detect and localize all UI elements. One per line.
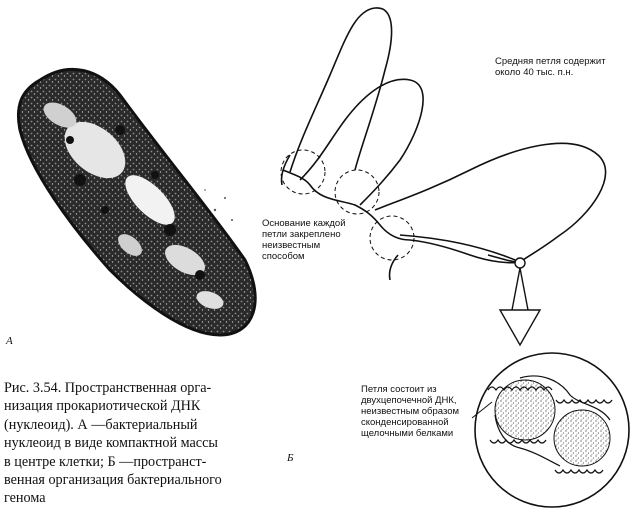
caption-line: генома: [4, 490, 46, 507]
panel-label-b: Б: [287, 452, 294, 464]
caption-line: нуклеоид в виде компактной массы: [4, 435, 218, 452]
caption-line: в центре клетки; Б —пространст-: [4, 453, 207, 470]
caption-line: низация прокариотической ДНК: [4, 398, 201, 415]
bacterial-cell-micrograph: [18, 69, 255, 335]
annotation-loop-base: Основание каждой петли закреплено неизвестным способом: [262, 218, 346, 262]
magnify-arrow: [500, 268, 540, 345]
panel-label-a: А: [6, 335, 13, 347]
annotation-average-loop: Средняя петля содержит около 40 тыс. п.н.: [495, 56, 606, 78]
figure-caption: [4, 379, 272, 508]
caption-line: (нуклеоид). А —бактериальный: [4, 416, 198, 433]
caption-line: венная организация бактериального: [4, 472, 222, 489]
annotation-loop-composition: Петля состоит из двухцепочечной ДНК, неизвестным образом сконденсированной щелочными белками: [361, 384, 460, 439]
caption-line: Рис. 3.54. Пространственная орга-: [4, 380, 212, 396]
loop-marker: [515, 258, 525, 268]
magnified-loop-circle: [475, 353, 629, 507]
